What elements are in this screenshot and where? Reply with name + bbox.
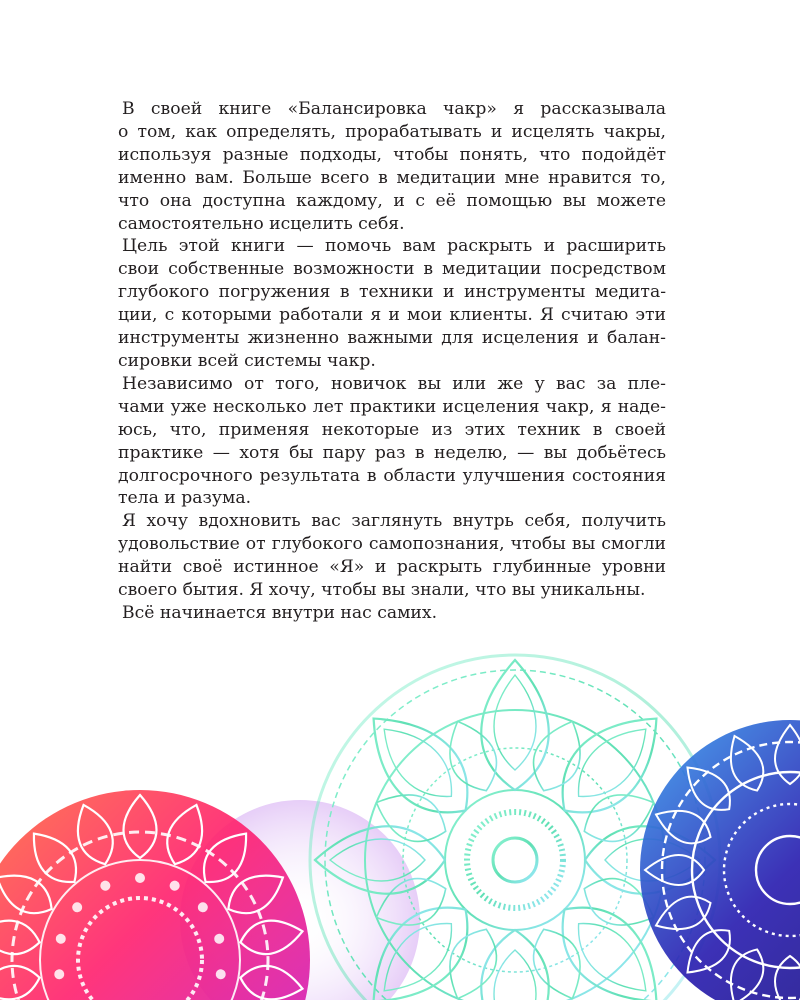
paragraph-3 [118,373,666,510]
text-line: своего бытия. Я хочу, чтобы вы знали, что вы уникальны. [118,580,646,601]
text-line: Цель этой книги — помочь вам раскрыть и расширить [122,236,666,257]
text-line: долгосрочного результата в области улучшения состояния [118,465,666,486]
violet-mandala-haze [180,800,420,1000]
text-line: удовольствие от глубокого самопознания, чтобы вы смогли [118,534,666,555]
text-line: чами уже несколько лет практики исцеления чакр, я наде- [118,396,666,417]
text-line: Всё начинается внутри нас самих. [122,602,438,623]
green-mandala [310,655,720,1000]
paragraph-1 [118,98,666,235]
paragraph-2 [118,235,666,372]
text-line: что она доступна каждому, и с её помощью вы можете [118,190,666,211]
text-line: глубокого погружения в техники и инструменты медита- [118,282,666,303]
text-line: ции, с которыми работали я и мои клиенты. Я считаю эти [118,305,666,326]
text-line: сировки всей системы чакр. [118,350,376,371]
text-line: используя разные подходы, чтобы понять, что подойдёт [118,144,666,165]
text-line: Независимо от того, новичок вы или же у вас за пле- [122,373,666,394]
text-line: самостоятельно исцелить себя. [118,213,405,234]
text-line: тела и разума. [118,488,252,509]
text-line: Я хочу вдохновить вас заглянуть внутрь себя, получить [122,511,666,532]
text-line: найти своё истинное «Я» и раскрыть глубинные уровни [118,557,666,578]
blue-mandala [640,720,800,1000]
pink-mandala [0,790,310,1000]
text-line: В своей книге «Балансировка чакр» я рассказывала [122,99,666,119]
paragraph-4 [118,510,666,602]
text-line: юсь, что, применяя некоторые из этих техник в своей [118,419,666,440]
text-line: инструменты жизненно важными для исцеления и балан- [118,328,666,349]
text-line: практике — хотя бы пару раз в неделю, — вы добьётесь [118,442,666,463]
paragraph-5 [118,602,666,625]
text-line: о том, как определять, прорабатывать и исцелять чакры, [118,121,666,142]
text-line: именно вам. Больше всего в медитации мне нравится то, [118,167,666,188]
text-line: свои собственные возможности в медитации посредством [118,259,666,280]
body-text [118,98,666,625]
